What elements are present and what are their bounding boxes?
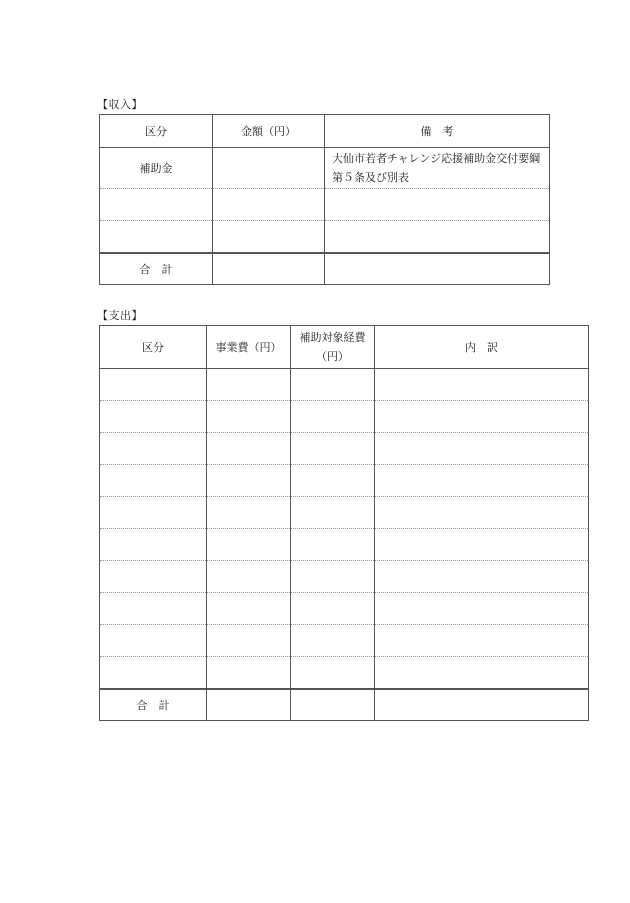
expense-project-cost-cell [207,593,291,625]
income-category-cell [100,221,213,253]
expense-breakdown-cell [375,529,589,561]
expense-project-cost-cell [207,657,291,689]
income-amount-cell [213,148,325,189]
income-total-amount [213,253,325,285]
income-row [100,189,550,221]
expense-total-eligible-cost [291,689,375,721]
expense-header-row [100,326,589,369]
income-section-title: 【収入】 [97,98,143,111]
income-header-row [100,115,550,148]
expense-eligible-cost-cell [291,625,375,657]
expense-category-cell [100,369,207,401]
expense-row [100,401,589,433]
expense-section-title: 【支出】 [97,309,143,322]
expense-row [100,657,589,689]
income-row [100,221,550,253]
expense-eligible-cost-cell [291,561,375,593]
expense-project-cost-cell [207,465,291,497]
expense-eligible-cost-cell [291,593,375,625]
expense-header-category: 区分 [100,326,207,369]
income-header-amount: 金額（円） [213,115,325,148]
income-total-label: 合 計 [100,253,213,285]
expense-category-cell [100,561,207,593]
expense-breakdown-cell [375,561,589,593]
income-row [100,148,550,189]
expense-project-cost-cell [207,561,291,593]
income-amount-cell [213,221,325,253]
income-note-cell [325,189,550,221]
expense-row [100,369,589,401]
expense-header-project-cost: 事業費（円） [207,326,291,369]
expense-row [100,529,589,561]
expense-category-cell [100,529,207,561]
expense-total-project-cost [207,689,291,721]
expense-breakdown-cell [375,401,589,433]
expense-breakdown-cell [375,369,589,401]
expense-category-cell [100,625,207,657]
income-note-cell: 大仙市若者チャレンジ応援補助金交付要綱第５条及び別表 [325,148,550,189]
expense-header-breakdown: 内 訳 [375,326,589,369]
expense-project-cost-cell [207,497,291,529]
expense-table [99,325,589,721]
expense-breakdown-cell [375,625,589,657]
expense-category-cell [100,465,207,497]
expense-breakdown-cell [375,657,589,689]
income-total-row [100,253,550,285]
expense-project-cost-cell [207,433,291,465]
expense-breakdown-cell [375,433,589,465]
expense-eligible-cost-cell [291,433,375,465]
expense-breakdown-cell [375,465,589,497]
expense-header-eligible-cost: 補助対象経費（円） [291,326,375,369]
expense-project-cost-cell [207,401,291,433]
expense-eligible-cost-cell [291,497,375,529]
expense-row [100,561,589,593]
expense-project-cost-cell [207,529,291,561]
expense-category-cell [100,401,207,433]
income-category-cell: 補助金 [100,148,213,189]
expense-eligible-cost-cell [291,369,375,401]
expense-eligible-cost-cell [291,529,375,561]
income-table [99,114,550,285]
expense-eligible-cost-cell [291,657,375,689]
expense-row [100,593,589,625]
expense-total-row [100,689,589,721]
income-header-note: 備 考 [325,115,550,148]
expense-category-cell [100,497,207,529]
expense-category-cell [100,657,207,689]
income-note-cell [325,221,550,253]
expense-row [100,465,589,497]
expense-eligible-cost-cell [291,401,375,433]
expense-category-cell [100,433,207,465]
income-total-note [325,253,550,285]
expense-breakdown-cell [375,593,589,625]
expense-project-cost-cell [207,369,291,401]
expense-total-label: 合 計 [100,689,207,721]
expense-category-cell [100,593,207,625]
expense-eligible-cost-cell [291,465,375,497]
income-header-category: 区分 [100,115,213,148]
income-amount-cell [213,189,325,221]
expense-row [100,497,589,529]
expense-total-breakdown [375,689,589,721]
expense-breakdown-cell [375,497,589,529]
expense-row [100,625,589,657]
expense-row [100,433,589,465]
income-category-cell [100,189,213,221]
expense-project-cost-cell [207,625,291,657]
